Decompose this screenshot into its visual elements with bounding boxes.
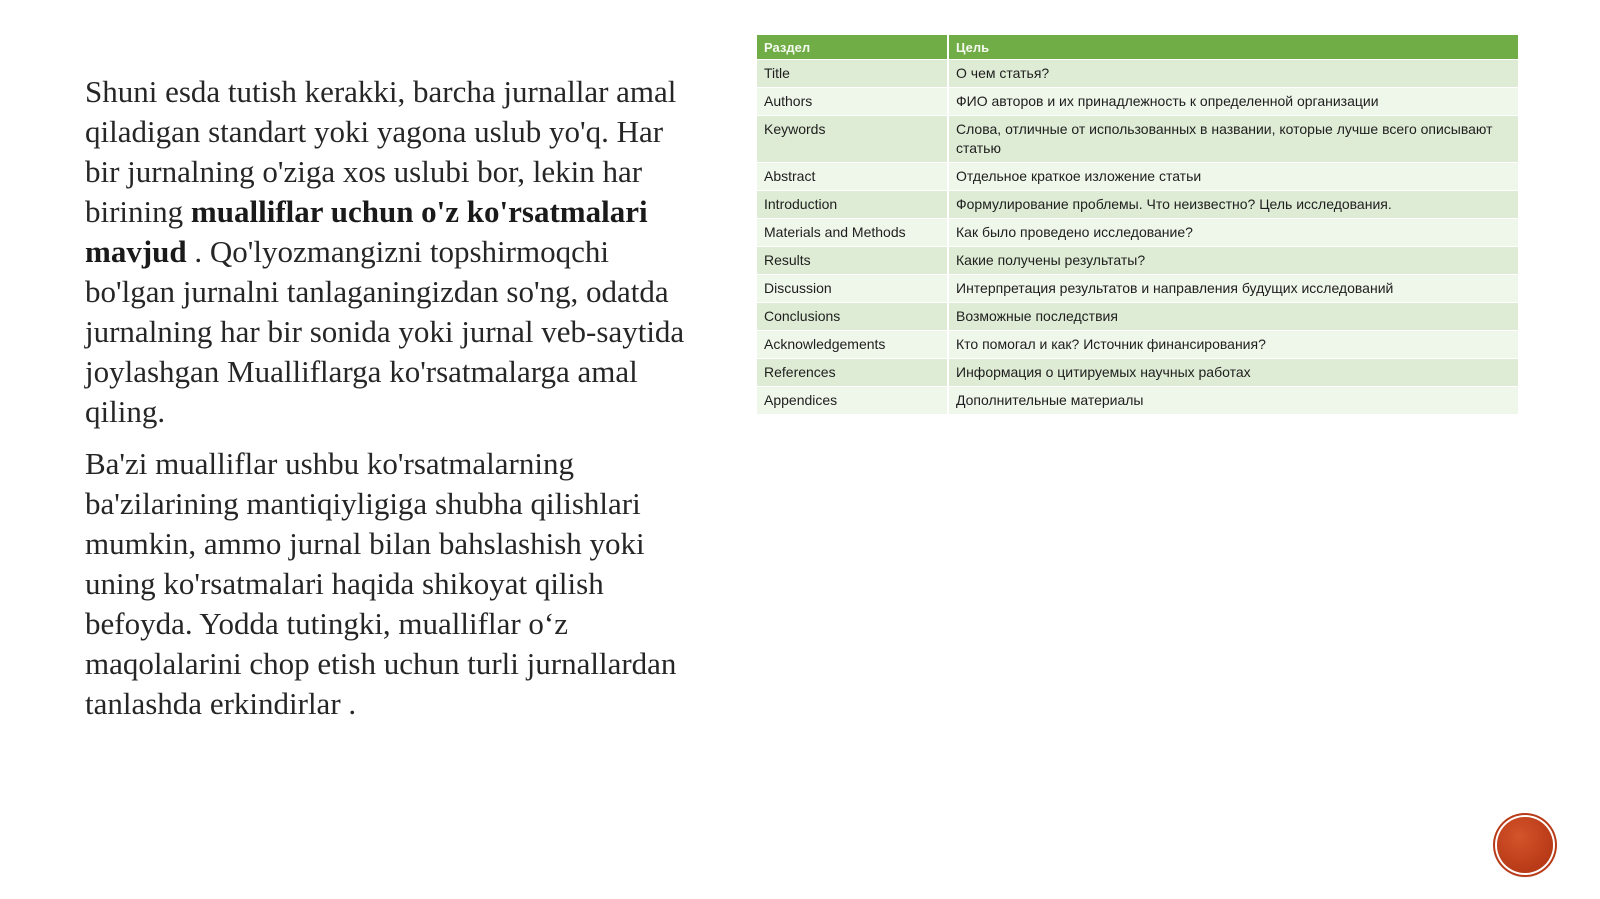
row-purpose: Возможные последствия (948, 303, 1518, 331)
row-purpose: Дополнительные материалы (948, 387, 1518, 415)
row-section: Keywords (757, 116, 948, 163)
row-section: Conclusions (757, 303, 948, 331)
table-row (757, 60, 1518, 88)
row-purpose: Кто помогал и как? Источник финансирования? (948, 331, 1518, 359)
table-row (757, 191, 1518, 219)
row-section: Acknowledgements (757, 331, 948, 359)
table-row (757, 247, 1518, 275)
sections-table (757, 35, 1518, 414)
row-section: Abstract (757, 163, 948, 191)
row-section: Title (757, 60, 948, 88)
row-section: Results (757, 247, 948, 275)
row-purpose: Информация о цитируемых научных работах (948, 359, 1518, 387)
table-row (757, 163, 1518, 191)
paragraph-2: Ba'zi mualliflar ushbu ko'rsatmalarning ba'zilarining mantiqiyligiga shubha qilishlari mumkin, ammo jurnal bilan bahslashish yoki uning ko'rsatmalari haqida shikoyat qilish befoyda. Yodda tutingki, mualliflar o‘z maqolalarini chop etish uchun turli jurnallardan tanlashda erkindirlar . (85, 446, 677, 721)
row-purpose: Какие получены результаты? (948, 247, 1518, 275)
table-row (757, 359, 1518, 387)
table-row (757, 219, 1518, 247)
row-purpose: ФИО авторов и их принадлежность к определенной организации (948, 88, 1518, 116)
row-purpose: Отдельное краткое изложение статьи (948, 163, 1518, 191)
row-section: Appendices (757, 387, 948, 415)
sections-table-grid (757, 35, 1518, 414)
row-section: Materials and Methods (757, 219, 948, 247)
row-section: Discussion (757, 275, 948, 303)
row-section: Introduction (757, 191, 948, 219)
paragraph-1 (85, 72, 695, 432)
row-section: References (757, 359, 948, 387)
paragraph-1-rest: . Qo'lyozmangizni topshirmoqchi bo'lgan jurnalni tanlaganingizdan so'ng, odatda jurnalning har bir sonida yoki jurnal veb-saytida joylashgan Mualliflarga ko'rsatmalarga amal qiling. (85, 234, 685, 429)
row-purpose: Интерпретация результатов и направления будущих исследований (948, 275, 1518, 303)
header-purpose: Цель (948, 35, 1518, 60)
slide-navigation-button[interactable] (1497, 817, 1553, 873)
row-purpose: Формулирование проблемы. Что неизвестно? Цель исследования. (948, 191, 1518, 219)
body-text (85, 72, 695, 736)
table-row (757, 275, 1518, 303)
table-row (757, 387, 1518, 415)
paragraph-1-intro: Shuni esda tutish kerakki, barcha jurnallar amal qiladigan standart yoki yagona uslub yo'q. Har bir jurnalning o'ziga xos uslubi bor, lekin har birining (85, 74, 677, 229)
paragraph-1-emphasis: mualliflar uchun o'z ko'rsatmalari mavjud (85, 194, 648, 269)
table-row (757, 88, 1518, 116)
table-row (757, 116, 1518, 163)
table-row (757, 303, 1518, 331)
row-purpose: Как было проведено исследование? (948, 219, 1518, 247)
table-row (757, 331, 1518, 359)
row-section: Authors (757, 88, 948, 116)
table-header-row (757, 35, 1518, 60)
row-purpose: Слова, отличные от использованных в названии, которые лучше всего описывают статью (948, 116, 1518, 163)
header-section: Раздел (757, 35, 948, 60)
row-purpose: О чем статья? (948, 60, 1518, 88)
